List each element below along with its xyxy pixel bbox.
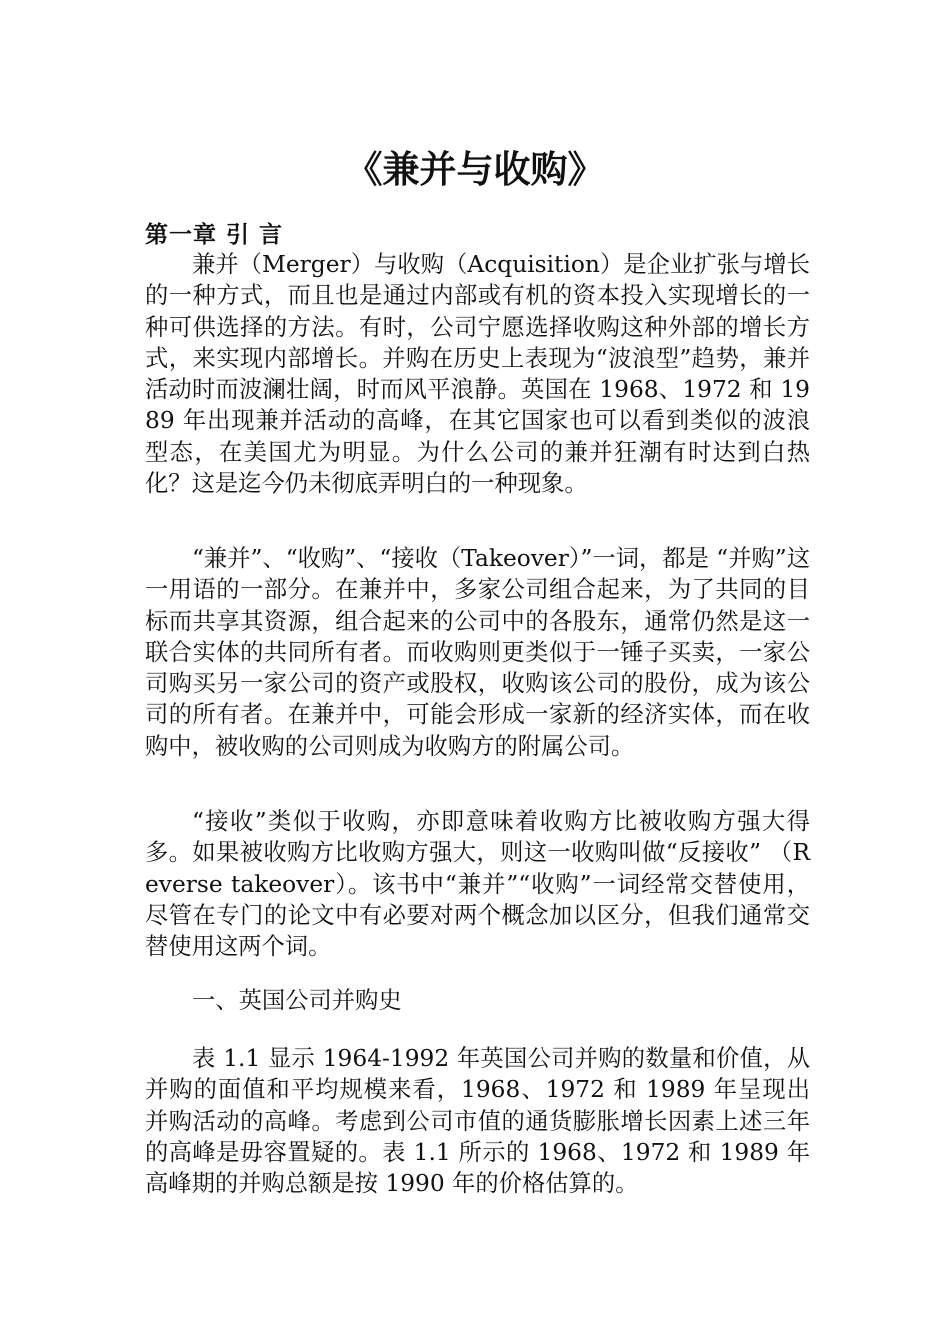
chapter-heading: 第一章 引 言	[145, 222, 284, 248]
paragraph-takeover: “接收”类似于收购，亦即意味着收购方比被收购方强大得多。如果被收购方比收购方强大，则这一收购叫做“反接收” （Reverse takeover）。该书中“兼并”“收购”一词经常交替使用，尽管在专门的论文中有必要对两个概念加以区分，但我们通常交替使用这两个词。	[145, 808, 810, 961]
paragraph-terms: “兼并”、“收购”、“接收（Takeover）”一词，都是 “并购”这一用语的一部分。在兼并中，多家公司组合起来，为了共同的目标而共享其资源，组合起来的公司中的各股东，通常仍然是这一联合实体的共同所有者。而收购则更类似于一锤子买卖，一家公司购买另一家公司的资产或股权，收购该公司的股份，成为该公司的所有者。在兼并中，可能会形成一家新的经济实体，而在收购中，被收购的公司则成为收购方的附属公司。	[145, 545, 811, 760]
paragraph-merger-definition: 兼并（Merger）与收购（Acquisition）是企业扩张与增长的一种方式，而且也是通过内部或有机的资本投入实现增长的一种可供选择的方法。有时，公司宁愿选择收购这种外部的增长方式，来实现内部增长。并购在历史上表现为“波浪型”趋势，兼并活动时而波澜壮阔，时而风平浪静。英国在 1968、1972 和 1989 年出现兼并活动的高峰，在其它国家也可以看到类似的波浪型态，在美国尤为明显。为什么公司的兼并狂潮有时达到白热化？这是迄今仍未彻底弄明白的一种现象。	[145, 251, 810, 498]
document-title: 《兼并与收购》	[345, 148, 605, 191]
section-heading: 一、英国公司并购史	[192, 987, 402, 1014]
paragraph-uk-history: 表 1.1 显示 1964-1992 年英国公司并购的数量和价值，从并购的面值和平均规模来看，1968、1972 和 1989 年呈现出并购活动的高峰。考虑到公司市值的通货膨胀增长因素上述三年的高峰是毋容置疑的。表 1.1 所示的 1968、1972 和 1989 年高峰期的并购总额是按 1990 年的价格估算的。	[145, 1045, 810, 1198]
